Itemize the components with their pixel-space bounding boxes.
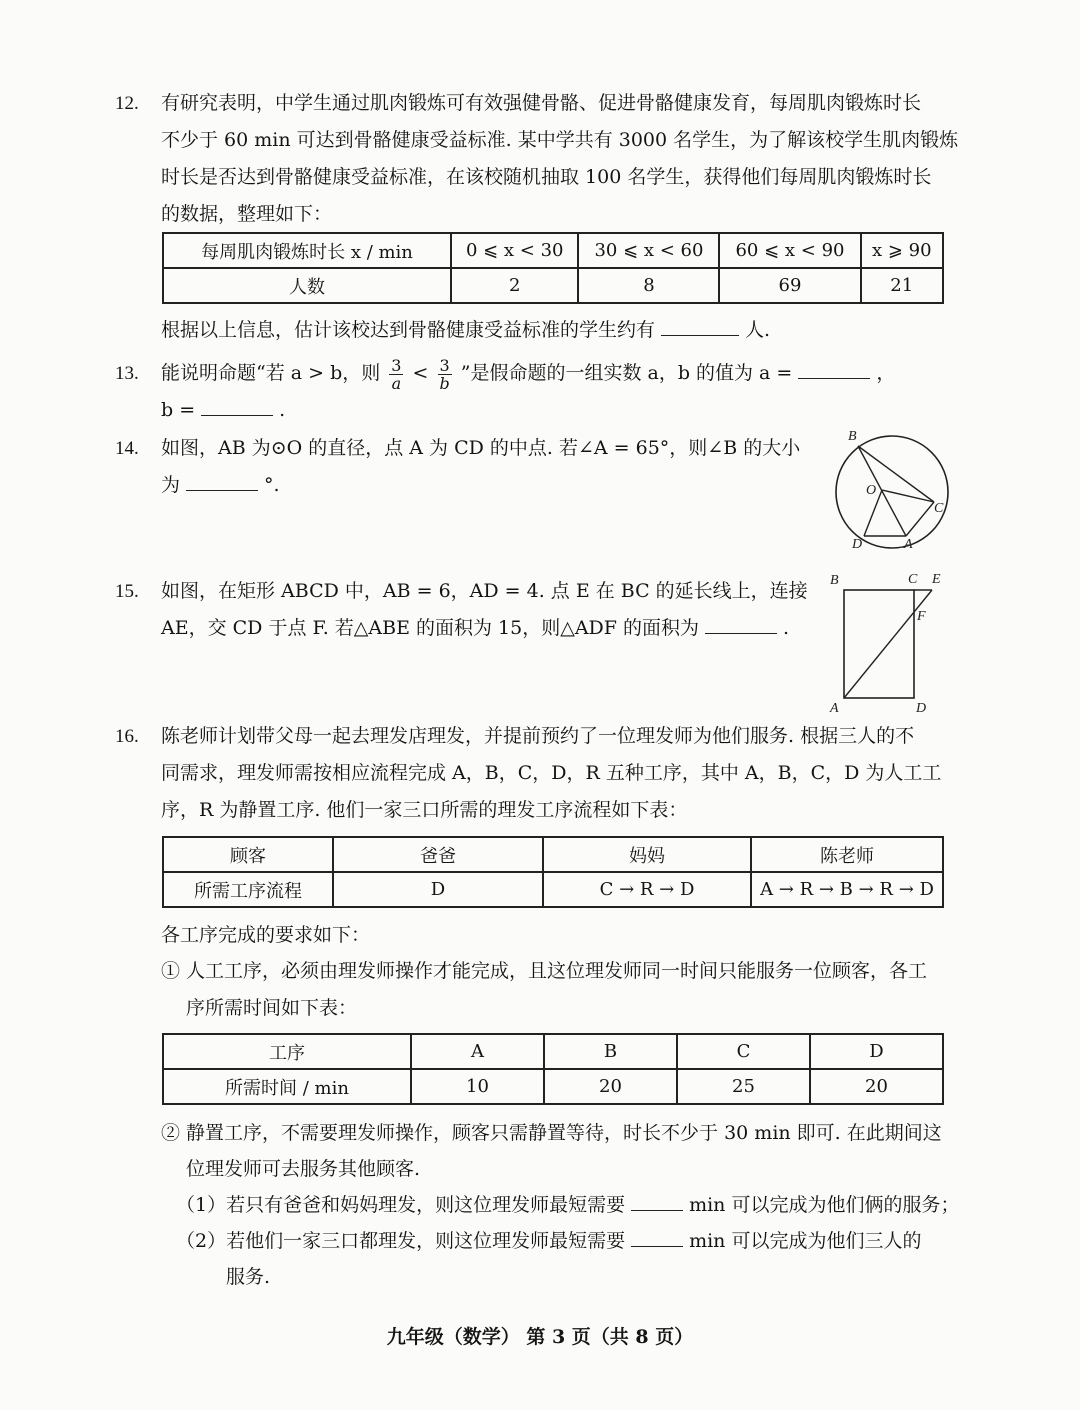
table-cell: 所需工序流程	[163, 872, 333, 907]
q12-question-line	[161, 312, 770, 349]
q13-b-label: b =	[161, 399, 196, 421]
table-row	[163, 872, 943, 907]
q16-line-1: 陈老师计划带父母一起去理发店理发，并提前预约了一位理发师为他们服务. 根据三人的不	[161, 725, 915, 747]
label-b: B	[830, 573, 839, 588]
rectangle-abcd	[844, 590, 914, 698]
fraction-denominator: b	[439, 373, 450, 393]
table-header-cell: 爸爸	[333, 837, 543, 872]
label-a: A	[904, 537, 913, 552]
q16-process-table	[162, 836, 944, 908]
q13-comma: ，	[876, 362, 896, 384]
table-row	[163, 233, 943, 268]
question-15	[115, 573, 815, 647]
table-header-cell: 工序	[163, 1034, 411, 1069]
table-header-cell: x ⩾ 90	[861, 233, 943, 268]
q16-sub2-end: min 可以完成为他们三人的	[689, 1230, 922, 1252]
q13-text-2: ”是假命题的一组实数 a，b 的值为 a =	[460, 362, 793, 384]
q16-line-2: 同需求，理发师需按相应流程完成 A，B，C，D，R 五种工序，其中 A，B，C，D 为人工工	[161, 762, 942, 784]
label-f: F	[917, 609, 926, 624]
label-c: C	[934, 501, 944, 516]
q16-line-3: 序，R 为静置工序. 他们一家三口所需的理发工序流程如下表：	[161, 799, 688, 821]
table-cell: 人数	[163, 268, 451, 303]
q14-end: °.	[264, 474, 280, 496]
table-header-cell: B	[544, 1034, 677, 1069]
label-d: D	[916, 701, 927, 716]
answer-blank[interactable]	[661, 334, 739, 336]
answer-blank[interactable]	[705, 632, 777, 634]
q13-text-1: 能说明命题“若 a > b，则	[161, 362, 381, 384]
answer-blank-b[interactable]	[201, 414, 273, 416]
fraction-numerator: 3	[391, 355, 402, 375]
q12-line-3: 时长是否达到骨骼健康受益标准，在该校随机抽取 100 名学生，获得他们每周肌肉锻炼时长	[161, 166, 932, 188]
table-cell: 10	[411, 1069, 544, 1104]
question-16	[115, 718, 945, 829]
chord-ac	[906, 502, 934, 536]
fraction-3-over-b	[438, 357, 452, 392]
table-header-cell: 60 ⩽ x < 90	[719, 233, 860, 268]
q12-data-table	[162, 232, 944, 304]
table-cell: 21	[861, 268, 943, 303]
table-row	[163, 1069, 943, 1104]
question-number: 14.	[115, 438, 139, 459]
table-header-cell: 每周肌肉锻炼时长 x / min	[163, 233, 451, 268]
table-cell: D	[333, 872, 543, 907]
label-b: B	[848, 429, 857, 444]
q14-text: 为	[161, 474, 181, 496]
label-o: O	[866, 483, 877, 498]
table-cell: A → R → B → R → D	[751, 872, 943, 907]
q16-sub-question-1	[176, 1187, 959, 1224]
q16-req1-line-2: 序所需时间如下表：	[186, 997, 358, 1019]
question-number: 13.	[115, 363, 139, 384]
fraction-denominator: a	[391, 373, 402, 393]
table-header-cell: 0 ⩽ x < 30	[451, 233, 578, 268]
table-cell: 20	[544, 1069, 677, 1104]
q14-line-2	[161, 467, 815, 504]
q16-sub-question-2	[176, 1223, 921, 1260]
q14-circle-figure	[828, 424, 958, 554]
q16-req2-line-1: ② 静置工序，不需要理发师操作，顾客只需静置等待，时长不少于 30 min 即可. 在此期间这	[161, 1122, 942, 1144]
fraction-3-over-a	[389, 357, 403, 392]
table-cell: 2	[451, 268, 578, 303]
segment-ae	[844, 590, 932, 698]
page-footer: 九年级（数学） 第 3 页（共 8 页）	[386, 1326, 694, 1348]
q15-text: AE，交 CD 于点 F. 若△ABE 的面积为 15，则△ADF 的面积为	[161, 617, 699, 639]
label-e: E	[932, 572, 941, 587]
q12-question-text: 根据以上信息，估计该校达到骨骼健康受益标准的学生约有	[161, 319, 656, 341]
question-14	[115, 430, 815, 504]
table-cell: 25	[677, 1069, 810, 1104]
q16-sub1-text: （1）若只有爸爸和妈妈理发，则这位理发师最短需要	[176, 1194, 626, 1216]
question-12	[115, 85, 959, 233]
answer-blank[interactable]	[631, 1245, 683, 1247]
q16-sub2-text: （2）若他们一家三口都理发，则这位理发师最短需要	[176, 1230, 626, 1252]
table-header-cell: D	[810, 1034, 943, 1069]
table-header-cell: A	[411, 1034, 544, 1069]
table-cell: 69	[719, 268, 860, 303]
q16-req2-line-2: 位理发师可去服务其他顾客.	[186, 1158, 421, 1180]
table-header-cell: 妈妈	[543, 837, 751, 872]
q16-sub1-end: min 可以完成为他们俩的服务；	[689, 1194, 960, 1216]
table-cell: 所需时间 / min	[163, 1069, 411, 1104]
question-13	[115, 355, 945, 429]
q13-line-1	[161, 355, 945, 392]
table-header-cell: C	[677, 1034, 810, 1069]
q15-rectangle-figure	[826, 568, 952, 716]
fraction-numerator: 3	[439, 355, 450, 375]
q16-req1-line-1: ① 人工工序，必须由理发师操作才能完成，且这位理发师同一时间只能服务一位顾客，各工	[161, 960, 928, 982]
q14-line-1: 如图，AB 为⊙O 的直径，点 A 为 CD 的中点. 若∠A = 65°，则∠B 的大小	[161, 437, 801, 459]
question-number: 12.	[115, 93, 139, 114]
table-cell: 8	[578, 268, 719, 303]
answer-blank[interactable]	[631, 1209, 683, 1211]
q16-sub2-line-2: 服务.	[226, 1266, 271, 1288]
question-number: 16.	[115, 726, 139, 747]
table-row	[163, 837, 943, 872]
table-row	[163, 268, 943, 303]
label-a: A	[830, 701, 839, 716]
q12-line-4: 的数据，整理如下：	[161, 203, 333, 225]
q15-end: .	[783, 617, 790, 639]
answer-blank-a[interactable]	[798, 377, 870, 379]
q15-line-1: 如图，在矩形 ABCD 中，AB = 6，AD = 4. 点 E 在 BC 的延长线上，连接	[161, 580, 808, 602]
q16-time-table	[162, 1033, 944, 1105]
table-header-cell: 30 ⩽ x < 60	[578, 233, 719, 268]
less-than-sign: <	[412, 362, 429, 384]
q13-end: .	[279, 399, 286, 421]
label-c: C	[908, 572, 918, 587]
answer-blank[interactable]	[186, 489, 258, 491]
q12-question-end: 人.	[745, 319, 771, 341]
table-row	[163, 1034, 943, 1069]
table-cell: 20	[810, 1069, 943, 1104]
table-header-cell: 陈老师	[751, 837, 943, 872]
table-cell: C → R → D	[543, 872, 751, 907]
question-number: 15.	[115, 581, 139, 602]
label-d: D	[852, 537, 863, 552]
q16-req-title: 各工序完成的要求如下：	[161, 924, 371, 946]
q12-line-2: 不少于 60 min 可达到骨骼健康受益标准. 某中学共有 3000 名学生，为了解该校学生肌肉锻炼	[161, 129, 959, 151]
q15-line-2	[161, 610, 815, 647]
q12-line-1: 有研究表明，中学生通过肌肉锻炼可有效强健骨骼、促进骨骼健康发育，每周肌肉锻炼时长	[161, 92, 922, 114]
table-header-cell: 顾客	[163, 837, 333, 872]
